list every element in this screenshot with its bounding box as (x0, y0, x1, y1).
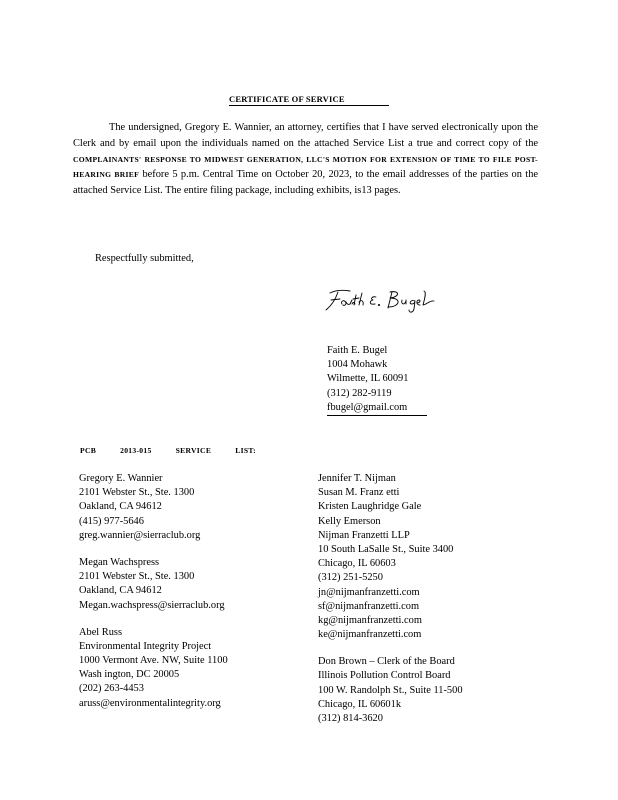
recipient-address-line: Don Brown – Clerk of the Board (318, 656, 455, 668)
sender-email-link[interactable]: fbugel@gmail.com (327, 401, 427, 416)
recipient-address-line: Chicago, IL 60601k (318, 698, 402, 710)
service-list-left-column (79, 472, 228, 724)
service-list-heading-part: PCB (80, 446, 97, 455)
service-list-entry (318, 472, 463, 642)
certification-paragraph (73, 120, 538, 199)
recipient-address-line: 100 W. Randolph St., Suite 11-500 (318, 684, 463, 696)
recipient-address-line: Environmental Integrity Project (79, 640, 212, 652)
service-list-entry (79, 626, 228, 711)
recipient-address-line: Oakland, CA 94612 (79, 585, 162, 597)
recipient-address-line: (312) 814-3620 (318, 713, 383, 724)
sender-address-block (327, 344, 427, 416)
recipient-address-line: Illinois Pollution Control Board (318, 670, 451, 682)
recipient-address-line: 2101 Webster St., Ste. 1300 (79, 571, 195, 583)
service-list-entry (79, 472, 228, 543)
recipient-email-link[interactable]: sf@nijmanfranzetti.com (318, 600, 420, 612)
recipient-address-line: 1000 Vermont Ave. NW, Suite 1100 (79, 655, 228, 667)
recipient-address-line: Megan Wachspress (79, 556, 160, 568)
recipient-email-link[interactable]: Megan.wachspress@sierraclub.org (79, 599, 225, 611)
recipient-address-line: 2101 Webster St., Ste. 1300 (79, 487, 195, 499)
recipient-address-line: Chicago, IL 60603 (318, 558, 396, 570)
recipient-address-line: (312) 251-5250 (318, 572, 383, 584)
recipient-email-link[interactable]: ke@nijmanfranzetti.com (318, 629, 422, 641)
recipient-address-line: Jennifer T. Nijman (318, 473, 396, 484)
handwritten-signature (320, 283, 444, 315)
sender-city: Wilmette, IL 60091 (327, 373, 409, 385)
recipient-email-link[interactable]: jn@nijmanfranzetti.com (318, 586, 420, 598)
service-list-heading-part: SERVICE (175, 446, 212, 455)
recipient-address-line: 10 South LaSalle St., Suite 3400 (318, 543, 454, 555)
recipient-address-line: Wash ington, DC 20005 (79, 669, 180, 681)
recipient-address-line: Gregory E. Wannier (79, 473, 163, 484)
recipient-address-line: Nijman Franzetti LLP (318, 529, 410, 541)
service-list-heading-part: LIST: (235, 446, 256, 455)
served-document-name: COMPLAINANTS' RESPONSE TO MIDWEST GENERATION, LLC'S MOTION FOR EXTENSION OF TIME TO FILE POST-HEARING BRIEF (73, 154, 538, 180)
service-list-right-column (318, 472, 463, 739)
recipient-address-line: (415) 977-5646 (79, 515, 144, 527)
service-list-heading-part: 2013-015 (120, 446, 152, 455)
service-list-entry (318, 655, 463, 726)
sender-phone: (312) 282-9119 (327, 387, 392, 399)
sender-name: Faith E. Bugel (327, 345, 388, 356)
closing-line: Respectfully submitted, (95, 253, 194, 264)
recipient-address-line: Abel Russ (79, 626, 123, 638)
recipient-address-line: Kristen Laughridge Gale (318, 501, 422, 513)
recipient-address-line: (202) 263-4453 (79, 683, 144, 695)
service-list-entry (79, 556, 228, 613)
recipient-address-line: Kelly Emerson (318, 515, 381, 527)
recipient-email-link[interactable]: greg.wannier@sierraclub.org (79, 529, 201, 541)
recipient-email-link[interactable]: aruss@environmentalintegrity.org (79, 697, 221, 709)
recipient-address-line: Oakland, CA 94612 (79, 501, 162, 513)
service-list-heading (80, 446, 256, 455)
recipient-email-link[interactable]: kg@nijmanfranzetti.com (318, 614, 422, 626)
page-title: CERTIFICATE OF SERVICE (229, 94, 389, 106)
certification-text-intro: The undersigned, Gregory E. Wannier, an attorney, certifies that I have served electronically upon the Clerk and by email upon the individuals named on the attached Service List a true and correct copy of the (73, 122, 538, 149)
recipient-address-line: Susan M. Franz etti (318, 487, 400, 499)
certification-text-rest: before 5 p.m. Central Time on October 20, 2023, to the email addresses of the parties on the attached Service List. The entire filing package, including exhibits, is13 pages. (73, 169, 538, 197)
sender-street: 1004 Mohawk (327, 359, 388, 371)
